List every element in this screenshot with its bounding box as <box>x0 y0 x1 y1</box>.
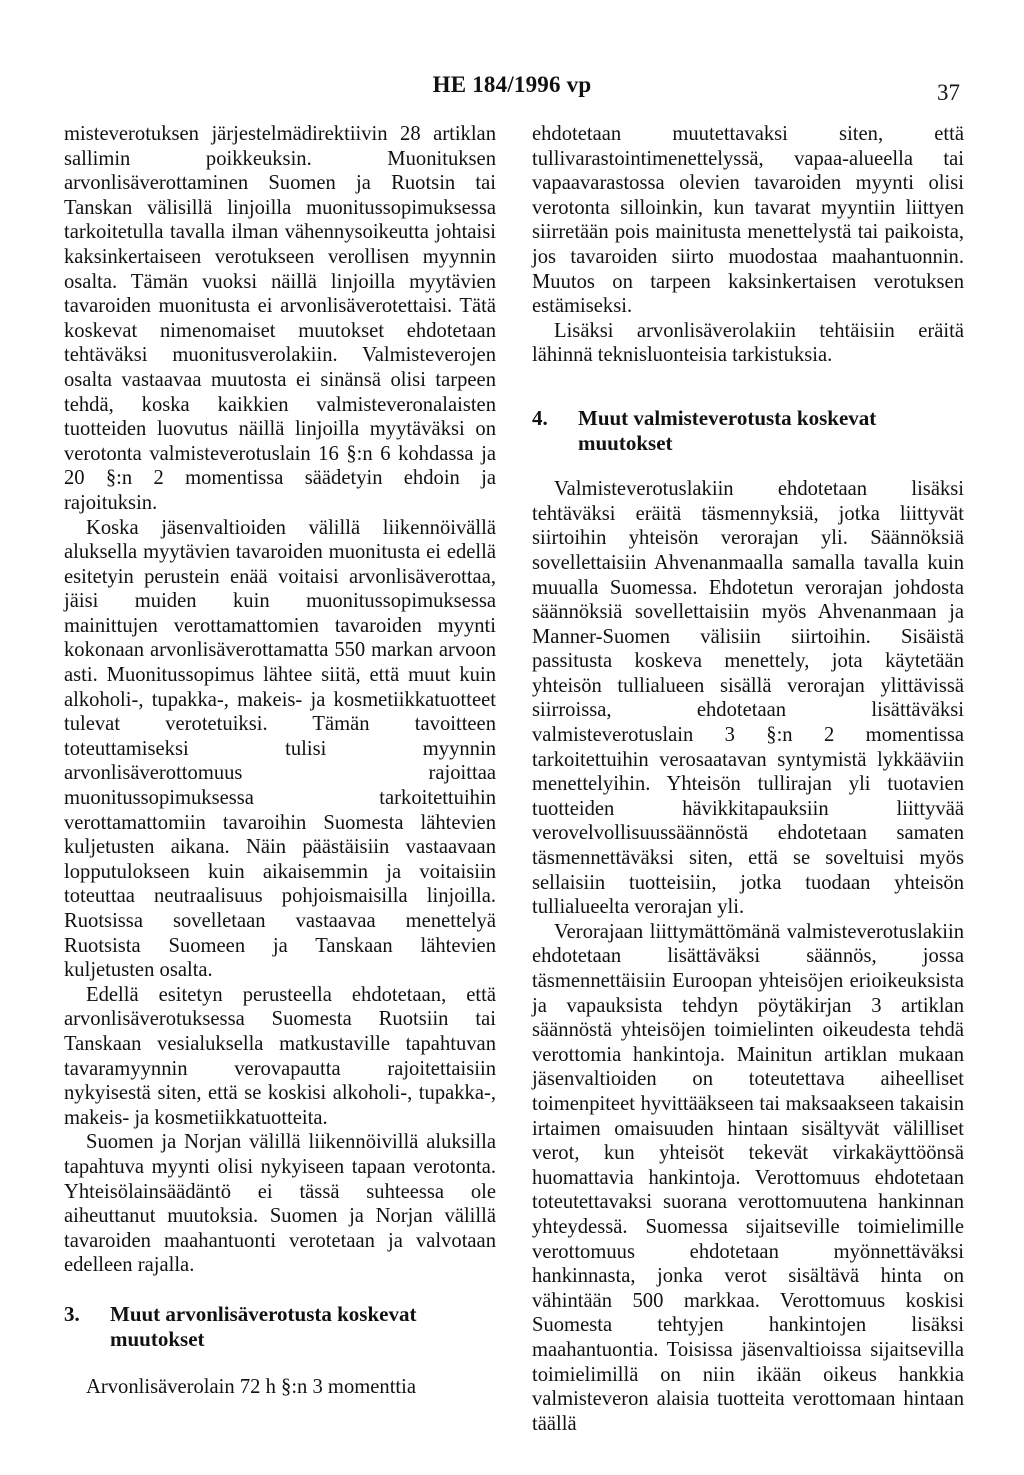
paragraph: Verorajaan liittymättömänä valmisteverotuslakiin ehdotetaan lisättäväksi säännös, jossa täsmennettäisiin Euroopan yhteisöjen erioikeuksista ja vapauksista tehdyn pöytäkirjan 3 artiklan säännöstä yhteisöjen toimielinten oikeudesta tehdä verottomia hankintoja. Mainitun artiklan mukaan jäsenvaltioiden on toteutettava aiheelliset toimenpiteet hyvittääkseen tai maksaakseen takaisin irtaimen omaisuuden hintaan sisältyvät välilliset verot, kun yhteisöt tekevät virkakäyttöönsä huomattavia hankintoja. Verottomuus ehdotetaan toteutettavaksi suorana verottomuutena hankinnan yhteydessä. Suomessa sijaitseville toimielimille verottomuus ehdotetaan myönnettäväksi hankinnasta, jonka verot sisältävä hinta on vähintään 500 markkaa. Verottomuus koskisi Suomesta tehtyjen hankintojen lisäksi maahantuontia. Toisissa jäsenvaltioissa sijaitsevilla toimielimillä on niin ikään oikeus hankkia valmisteveron alaisia tuotteita verottomaan hintaan täällä <box>532 920 964 1435</box>
paragraph: misteverotuksen järjestelmädirektiivin 28 artiklan sallimin poikkeuksin. Muonituksen arvonlisäverottaminen Suomen ja Ruotsin tai Tanskan välisillä linjoilla muonitussopimuksessa tarkoitetulla tavalla ilman vähennysoikeutta johtaisi kaksinkertaiseen verotukseen verollisen myynnin osalta. Tämän vuoksi näillä linjoilla myytävien tavaroiden muonitusta ei arvonlisäverotettaisi. Tätä koskevat nimenomaiset muutokset ehdotetaan tehtäväksi muonitusverolakiin. Valmisteverojen osalta vastaavaa muutosta ei sinänsä olisi tarpeen tehdä, koska kaikkien valmisteveronalaisten tuotteiden luovutus näillä linjoilla myytäväksi on verotonta valmisteverotuslain 16 §:n 6 kohdassa ja 20 §:n 2 momentissa säädetyin ehdoin ja rajoituksin. <box>64 123 496 514</box>
section-heading-4 <box>532 406 964 455</box>
paragraph: Lisäksi arvonlisäverolakiin tehtäisiin eräitä lähinnä teknisluonteisia tarkistuksia. <box>532 319 964 367</box>
page-number: 37 <box>937 80 960 105</box>
paragraph: Suomen ja Norjan välillä liikennöivillä aluksilla tapahtuva myynti olisi nykyiseen tapaan verotonta. Yhteisölainsäädäntö ei tässä suhteessa ole aiheuttanut muutoksia. Suomen ja Norjan välillä tavaroiden maahantuonti verotetaan ja valvotaan edelleen rajalla. <box>64 1131 496 1277</box>
paragraph: Edellä esitetyn perusteella ehdotetaan, että arvonlisäverotuksessa Suomesta Ruotsiin tai Tanskaan vesialuksella matkustaville tapahtuvan tavaramyynnin verovapautta rajoitettaisiin nykyisestä siten, että se koskisi alkoholi-, tupakka-, makeis- ja kosmetiikkatuotteita. <box>64 983 496 1129</box>
section-title: Muut valmisteverotusta koskevat muutokset <box>578 405 877 455</box>
paragraph: ehdotetaan muutettavaksi siten, että tullivarastointimenettelyssä, vapaa-alueella tai vapaavarastossa olevien tavaroiden myynti olisi verotonta silloinkin, kun tavarat myyntiin liittyen siirretään pois mainitusta menettelystä tai paikoista, jos tavaroiden siirto muodostaa maahantuonnin. Muutos on tarpeen kaksinkertaisen verotuksen estämiseksi. <box>532 123 964 318</box>
section-number: 3. <box>64 1301 80 1326</box>
section-heading-3 <box>64 1302 496 1351</box>
paragraph: Arvonlisäverolain 72 h §:n 3 momenttia <box>86 1376 417 1399</box>
section-title: Muut arvonlisäverotusta koskevat muutokset <box>110 1301 417 1351</box>
right-column <box>532 122 964 1436</box>
running-header: HE 184/1996 vp <box>432 72 592 97</box>
section-number: 4. <box>532 405 548 430</box>
paragraph: Valmisteverotuslakiin ehdotetaan lisäksi tehtäväksi eräitä täsmennyksiä, jotka liittyvät siirtoihin yhteisön verorajan yli. Säännöksiä sovellettaisiin Ahvenanmaalla samalla tavalla kuin muualla Suomessa. Ehdotetun verorajan johdosta säännöksiä sovellettaisiin myös Ahvenanmaan ja Manner-Suomen välisiin siirtoihin. Sisäistä passitusta koskeva menettely, jota käytetään yhteisön tullialueen sisällä verorajan ylittävissä siirroissa, ehdotetaan lisättäväksi valmisteverotuslain 3 §:n 2 momentissa tarkoitettuihin verosaatavan syntymistä lykkääviin menettelyihin. Yhteisön tullirajan yli tuotavien tuotteiden hävikkitapauksiin liittyvää verovelvollisuussäännöstä ehdotetaan samaten täsmennettäväksi siten, että se soveltuisi myös sellaisiin tuotteisiin, jotka tuodaan yhteisön tullialueelta verorajan yli. <box>532 478 964 919</box>
left-column <box>64 122 496 1400</box>
paragraph: Koska jäsenvaltioiden välillä liikennöivällä aluksella myytävien tavaroiden muonitusta ei edellä esitetyin perustein enää voitaisi arvonlisäverottaa, jäisi muiden kuin muonitussopimuksessa mainittujen verottamattomien tavaroiden myynti kokonaan arvonlisäverottamatta 550 markan arvoon asti. Muonitussopimus lähtee siitä, että muut kuin alkoholi-, tupakka-, makeis- ja kosmetiikkatuotteet tulevat verotetuiksi. Tämän tavoitteen toteuttamiseksi tulisi myynnin arvonlisäverottomuus rajoittaa muonitussopimuksessa tarkoitettuihin verottamattomiin tavaroihin Suomesta lähtevien kuljetusten aikana. Näin päästäisiin vastaavaan lopputulokseen kuin aikaisemmin ja voitaisiin toteuttaa neutraalisuus pohjoismaisilla linjoilla. Ruotsissa sovelletaan vastaavaa menettelyä Ruotsista Suomeen ja Tanskaan lähtevien kuljetusten osalta. <box>64 516 496 982</box>
